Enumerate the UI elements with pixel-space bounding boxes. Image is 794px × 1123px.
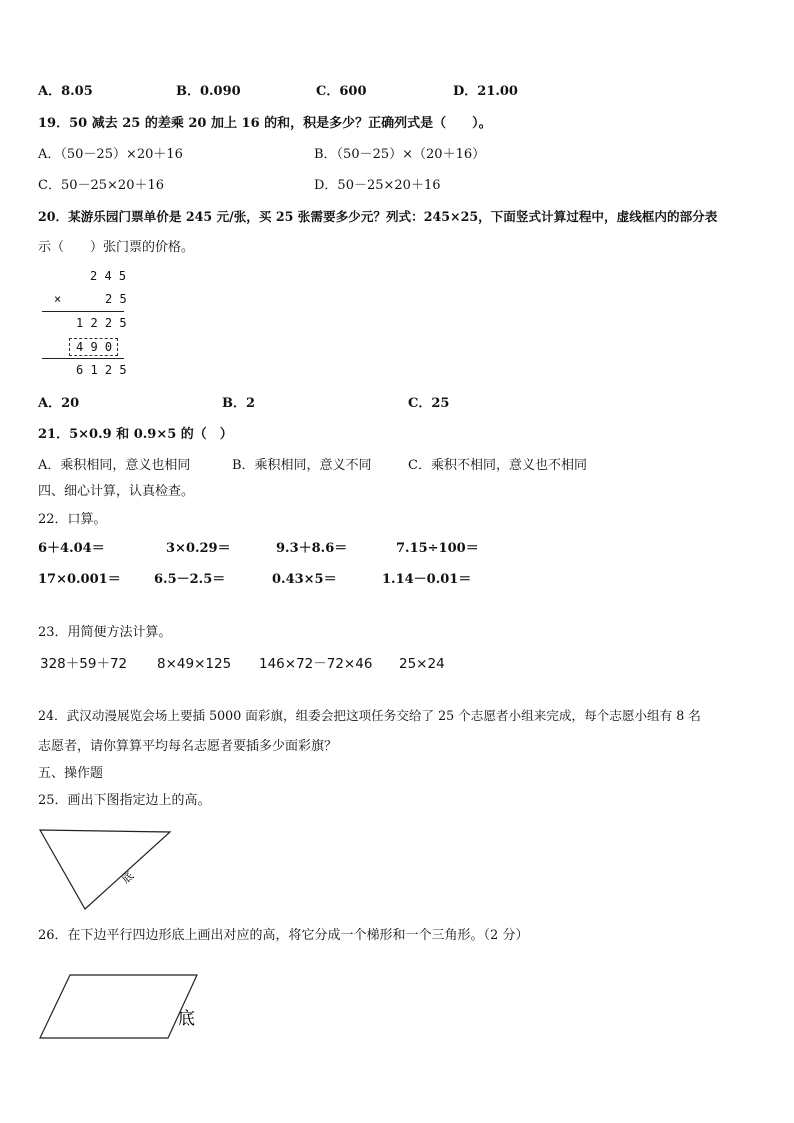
q23-item-2: 8×49×125	[157, 656, 232, 672]
q20-stem-line1: 20．某游乐园门票单价是 245 元/张，买 25 张需要多少元？列式：245×25，下面竖式计算过程中，虚线框内的部分表	[38, 209, 718, 224]
q21-stem: 21．5×0.9 和 0.9×5 的（ ）	[38, 427, 233, 442]
q20-option-c: C．25	[408, 396, 450, 411]
vertical-row-partial-1: 1 2 2 5	[76, 316, 127, 330]
q25-stem: 25．画出下图指定边上的高。	[38, 793, 211, 808]
triangle-base-label: 底	[119, 869, 137, 887]
q19-option-d: D．50－25×20＋16	[314, 178, 441, 193]
q22-stem: 22．口算。	[38, 512, 107, 527]
q19-option-b: B．（50－25）×（20＋16）	[314, 147, 486, 162]
times-sign: ×	[54, 292, 62, 306]
q24-line2: 志愿者，请你算算平均每名志愿者要插多少面彩旗？	[38, 739, 338, 754]
q18-option-b: B．0.090	[176, 84, 241, 99]
q18-option-d: D．21.00	[453, 84, 518, 99]
q21-option-a: A．乘积相同，意义也相同	[38, 458, 191, 473]
q23-item-3: 146×72－72×46	[259, 656, 373, 672]
q22-item-2: 3×0.29＝	[166, 541, 231, 556]
q23-stem: 23．用简便方法计算。	[38, 625, 172, 640]
q20-option-a: A．20	[38, 396, 80, 411]
q19-stem: 19．50 减去 25 的差乘 20 加上 16 的和，积是多少？正确列式是（ ）。	[38, 116, 492, 131]
vertical-row-multiplier: 2 5	[105, 292, 127, 306]
q20-option-b: B．2	[222, 396, 256, 411]
q22-item-7: 0.43×5＝	[272, 572, 337, 587]
q24-line1: 24．武汉动漫展览会场上要插 5000 面彩旗，组委会把这项任务交给了 25 个志愿者小组来完成，每个志愿小组有 8 名	[38, 708, 701, 723]
q19-option-a: A．（50－25）×20＋16	[38, 147, 183, 162]
q18-option-a: A．8.05	[38, 84, 93, 99]
q22-item-6: 6.5－2.5＝	[154, 572, 226, 587]
q22-item-5: 17×0.001＝	[38, 572, 121, 587]
q23-item-1: 328＋59＋72	[40, 656, 128, 672]
q23-item-4: 25×24	[399, 656, 445, 672]
q26-stem: 26．在下边平行四边形底上画出对应的高，将它分成一个梯形和一个三角形。（2 分）	[38, 928, 529, 943]
parallelogram-shape	[40, 975, 197, 1038]
vertical-row-product: 6 1 2 5	[76, 363, 127, 377]
q21-option-c: C．乘积不相同，意义也不相同	[408, 458, 587, 473]
q18-option-c: C．600	[316, 84, 367, 99]
q22-item-8: 1.14－0.01＝	[382, 572, 472, 587]
q22-item-1: 6＋4.04＝	[38, 541, 105, 556]
vertical-row-multiplicand: 2 4 5	[90, 269, 127, 283]
q22-item-3: 9.3＋8.6＝	[276, 541, 348, 556]
q22-item-4: 7.15÷100＝	[396, 541, 479, 556]
triangle-shape	[40, 830, 170, 909]
section-four-heading: 四、细心计算，认真检查。	[38, 484, 195, 499]
vertical-row-partial-2: 4 9 0	[76, 340, 113, 354]
q21-option-b: B．乘积相同，意义不同	[232, 458, 372, 473]
section-five-heading: 五、操作题	[38, 766, 104, 781]
parallelogram-base-label: 底	[178, 1009, 195, 1029]
q19-option-c: C．50－25×20＋16	[38, 178, 165, 193]
q20-stem-line2: 示（ ）张门票的价格。	[38, 240, 195, 255]
